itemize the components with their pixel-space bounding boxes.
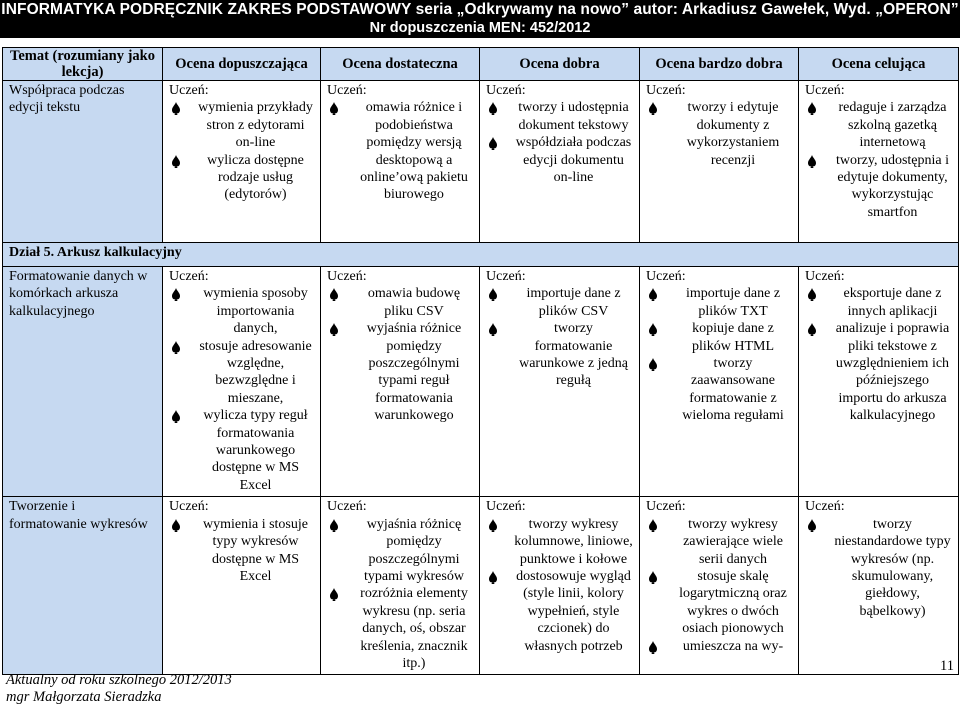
uczen-label: Uczeń:: [805, 83, 845, 98]
requirement-text: tworzy wykresy kolumnowe, liniowe, punktowe i kołowe: [514, 516, 633, 567]
requirement-list: [486, 516, 633, 655]
bullet-icon: [807, 155, 817, 168]
bullet-icon: [488, 137, 498, 150]
uczen-label: Uczeń:: [805, 269, 845, 284]
bullet-icon: [648, 571, 658, 584]
bullet-icon: [807, 288, 817, 301]
list-item: [169, 99, 314, 151]
list-item: [646, 355, 792, 425]
requirement-text: tworzy i udostępnia dokument tekstowy: [518, 100, 629, 133]
topic-cell: Współpraca podczas edycji tekstu: [3, 81, 163, 243]
table-header-row: [3, 48, 959, 81]
column-header-grade-2: Ocena dopuszczająca: [163, 48, 321, 81]
requirement-text: wyjaśnia różnicę pomiędzy poszczególnymi typami wykresów: [364, 516, 464, 584]
list-item: [327, 99, 473, 203]
list-item: [486, 99, 633, 134]
table-row: [3, 267, 959, 497]
list-item: [486, 285, 633, 320]
requirement-text: eksportuje dane z innych aplikacji: [843, 286, 942, 319]
page-number: 11: [940, 658, 954, 674]
bullet-icon: [329, 519, 339, 532]
grade-cell: [321, 81, 480, 243]
list-item: [486, 516, 633, 568]
bullet-icon: [329, 323, 339, 336]
bullet-icon: [329, 102, 339, 115]
list-item: [169, 338, 314, 408]
requirement-text: analizuje i poprawia pliki tekstowe z uwzględnieniem ich późniejszego importu do arkusza kalkulacyjnego: [835, 321, 950, 424]
requirement-text: wymienia przykłady stron z edytorami on-line: [198, 100, 313, 151]
grade-cell: [321, 267, 480, 497]
requirement-text: tworzy niestandardowe typy wykresów (np. skumulowany, giełdowy, bąbelkowy): [834, 516, 951, 619]
list-item: [327, 285, 473, 320]
table-row: [3, 497, 959, 675]
grade-cell: [640, 497, 799, 675]
requirement-text: importuje dane z plików CSV: [526, 286, 621, 319]
list-item: [327, 516, 473, 586]
topic-cell: Tworzenie i formatowanie wykresów: [3, 497, 163, 675]
topic-cell: Formatowanie danych w komórkach arkusza kalkulacyjnego: [3, 267, 163, 497]
requirement-list: [646, 285, 792, 424]
header-title: INFORMATYKA PODRĘCZNIK ZAKRES PODSTAWOWY seria „Odkrywamy na nowo” autor: Arkadiusz Gawełek, Wyd. „OPERON”: [1, 1, 959, 18]
bullet-icon: [807, 323, 817, 336]
grade-cell: [163, 267, 321, 497]
requirement-text: omawia różnice i podobieństwa pomiędzy wersją desktopową a online’ową pakietu biurowego: [360, 100, 468, 203]
requirement-list: [646, 99, 792, 169]
page-header: [0, 0, 960, 38]
list-item: [169, 516, 314, 586]
requirement-list: [327, 516, 473, 673]
bullet-icon: [648, 519, 658, 532]
list-item: [486, 568, 633, 655]
grade-cell: [480, 267, 640, 497]
bullet-icon: [648, 323, 658, 336]
list-item: [327, 585, 473, 672]
grade-cell: [799, 497, 959, 675]
uczen-label: Uczeń:: [486, 83, 526, 98]
requirement-list: [486, 285, 633, 389]
grade-cell: [640, 267, 799, 497]
list-item: [646, 568, 792, 638]
list-item: [169, 407, 314, 494]
requirement-text: wymienia sposoby importowania danych,: [203, 286, 308, 337]
bullet-icon: [171, 341, 181, 354]
requirement-list: [327, 99, 473, 203]
uczen-label: Uczeń:: [169, 499, 209, 515]
column-header-grade-5: Ocena bardzo dobra: [640, 48, 799, 81]
requirement-text: umieszcza na wy-: [682, 638, 784, 654]
requirement-text: tworzy zaawansowane formatowanie z wieloma regułami: [682, 356, 784, 424]
bullet-icon: [329, 288, 339, 301]
bullet-icon: [329, 588, 339, 601]
section-title: Dział 5. Arkusz kalkulacyjny: [3, 243, 959, 267]
header-approval-number: 452/2012: [529, 20, 591, 36]
list-item: [646, 99, 792, 169]
requirement-list: [169, 285, 314, 494]
list-item: [805, 320, 952, 424]
requirement-text: dostosowuje wygląd (style linii, kolory wypełnień, style czcionek) do własnych potrzeb: [516, 568, 631, 654]
table-row: [3, 81, 959, 243]
bullet-icon: [488, 288, 498, 301]
list-item: [646, 638, 792, 655]
bullet-icon: [488, 102, 498, 115]
requirement-text: redaguje i zarządza szkolną gazetką internetową: [838, 100, 947, 151]
requirement-text: omawia budowę pliku CSV: [367, 286, 461, 319]
footer: [6, 672, 232, 706]
bullet-icon: [171, 410, 181, 423]
requirement-list: [486, 99, 633, 186]
header-approval-label: Nr dopuszczenia MEN:: [369, 20, 530, 36]
bullet-icon: [488, 519, 498, 532]
bullet-icon: [648, 358, 658, 371]
requirement-list: [169, 516, 314, 586]
list-item: [169, 285, 314, 337]
list-item: [486, 134, 633, 186]
requirement-text: współdziała podczas edycji dokumentu on-line: [515, 135, 632, 186]
bullet-icon: [171, 155, 181, 168]
list-item: [805, 152, 952, 222]
section-row: [3, 243, 959, 267]
column-header-grade-6: Ocena celująca: [799, 48, 959, 81]
bullet-icon: [488, 323, 498, 336]
bullet-icon: [488, 571, 498, 584]
requirement-text: wylicza typy reguł formatowania warunkowego dostępne w MS Excel: [203, 408, 308, 493]
bullet-icon: [807, 519, 817, 532]
list-item: [486, 320, 633, 390]
requirement-list: [805, 99, 952, 221]
requirement-list: [169, 99, 314, 203]
requirement-text: wylicza dostępne rodzaje usług (edytorów): [207, 152, 304, 203]
bullet-icon: [648, 288, 658, 301]
footer-author: mgr Małgorzata Sieradzka: [6, 689, 162, 705]
uczen-label: Uczeń:: [169, 269, 209, 284]
requirement-text: stosuje skalę logarytmiczną oraz wykres o dwóch osiach pionowych: [679, 568, 787, 637]
uczen-label: Uczeń:: [646, 83, 686, 98]
requirement-text: wyjaśnia różnice pomiędzy poszczególnymi typami reguł formatowania warunkowego: [366, 321, 462, 424]
requirement-text: wymienia i stosuje typy wykresów dostępne w MS Excel: [203, 516, 308, 584]
requirement-list: [805, 285, 952, 424]
requirement-text: tworzy formatowanie warunkowe z jedną regułą: [519, 321, 628, 389]
uczen-label: Uczeń:: [646, 499, 686, 515]
bullet-icon: [171, 288, 181, 301]
requirement-text: rozróżnia elementy wykresu (np. seria danych, oś, obszar kreślenia, znacznik itp.): [360, 586, 468, 671]
uczen-label: Uczeń:: [327, 83, 367, 98]
grade-cell: [163, 497, 321, 675]
uczen-label: Uczeń:: [486, 269, 526, 284]
requirement-list: [327, 285, 473, 424]
requirement-text: tworzy wykresy zawierające wiele serii danych: [683, 516, 783, 567]
uczen-label: Uczeń:: [486, 499, 526, 515]
list-item: [646, 516, 792, 568]
list-item: [646, 320, 792, 355]
grade-cell: [799, 81, 959, 243]
requirement-text: importuje dane z plików TXT: [685, 286, 781, 319]
uczen-label: Uczeń:: [327, 269, 367, 284]
bullet-icon: [648, 102, 658, 115]
requirement-text: tworzy i edytuje dokumenty z wykorzystaniem recenzji: [686, 100, 780, 168]
list-item: [646, 285, 792, 320]
column-header-topic: Temat (rozumiany jako lekcja): [3, 48, 163, 81]
list-item: [805, 285, 952, 320]
requirement-text: kopiuje dane z plików HTML: [691, 321, 775, 354]
requirement-list: [646, 516, 792, 655]
grade-cell: [640, 81, 799, 243]
grade-cell: [321, 497, 480, 675]
bullet-icon: [171, 519, 181, 532]
requirement-text: stosuje adresowanie względne, bezwzględne i mieszane,: [199, 338, 312, 406]
uczen-label: Uczeń:: [169, 83, 209, 98]
grade-cell: [480, 497, 640, 675]
requirement-list: [805, 516, 952, 620]
grade-cell: [799, 267, 959, 497]
uczen-label: Uczeń:: [646, 269, 686, 284]
uczen-label: Uczeń:: [805, 499, 845, 515]
column-header-grade-3: Ocena dostateczna: [321, 48, 480, 81]
bullet-icon: [807, 102, 817, 115]
bullet-icon: [171, 102, 181, 115]
requirements-table: [2, 47, 959, 675]
list-item: [169, 152, 314, 204]
uczen-label: Uczeń:: [327, 499, 367, 515]
list-item: [805, 99, 952, 151]
header-approval: [0, 19, 960, 37]
grade-cell: [480, 81, 640, 243]
footer-validity: Aktualny od roku szkolnego 2012/2013: [6, 672, 232, 688]
requirement-text: tworzy, udostępnia i edytuje dokumenty, wykorzystując smartfon: [835, 152, 949, 220]
bullet-icon: [648, 641, 658, 654]
grade-cell: [163, 81, 321, 243]
column-header-grade-4: Ocena dobra: [480, 48, 640, 81]
list-item: [805, 516, 952, 620]
list-item: [327, 320, 473, 424]
